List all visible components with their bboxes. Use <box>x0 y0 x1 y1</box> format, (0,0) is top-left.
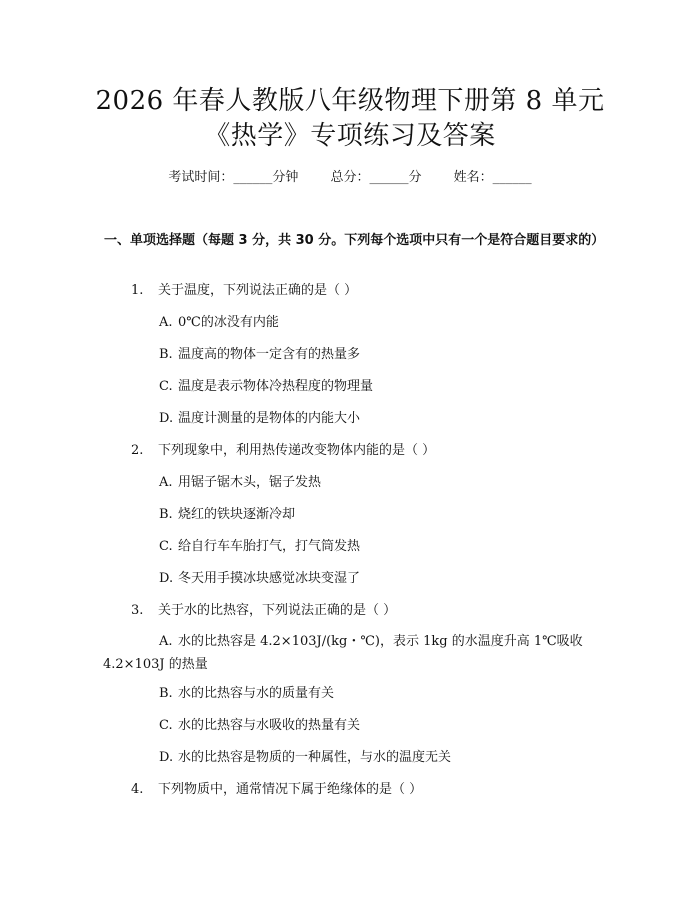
q1-option-a <box>159 313 279 333</box>
option-letter: B. <box>159 686 173 701</box>
total-score-field: 总分：______分 <box>330 170 422 185</box>
option-text: 冬天用手摸冰块感觉冰块变湿了 <box>178 571 361 586</box>
question-3 <box>131 601 396 621</box>
question-4 <box>131 780 422 800</box>
option-text: 温度高的物体一定含有的热量多 <box>178 347 361 362</box>
question-number: 3. <box>131 603 144 618</box>
exam-time-field: 考试时间：______分钟 <box>168 170 299 185</box>
exam-info-line <box>0 168 700 188</box>
q1-option-b <box>159 345 360 365</box>
option-letter: C. <box>159 539 173 554</box>
option-letter: C. <box>159 718 173 733</box>
option-text: 0℃的冰没有内能 <box>178 315 279 330</box>
option-letter: B. <box>159 507 173 522</box>
q3-option-c <box>159 716 360 736</box>
question-2 <box>131 441 435 461</box>
question-number: 1. <box>131 283 144 298</box>
option-letter: D. <box>159 571 174 586</box>
option-text: 温度是表示物体冷热程度的物理量 <box>178 379 374 394</box>
option-text: 温度计测量的是物体的内能大小 <box>178 411 361 426</box>
q3-option-a <box>103 630 613 676</box>
q1-option-d <box>159 409 360 429</box>
question-text: 关于温度，下列说法正确的是（ ） <box>158 283 358 298</box>
option-text: 水的比热容是 4.2×103J/(kg・℃)，表示 1kg 的水温度升高 1℃吸收 4.2×103J 的热量 <box>103 634 583 672</box>
q2-option-d <box>159 569 360 589</box>
name-field: 姓名：______ <box>453 170 532 185</box>
option-text: 用锯子锯木头，锯子发热 <box>178 475 322 490</box>
option-letter: A. <box>159 315 173 330</box>
option-letter: B. <box>159 347 173 362</box>
option-letter: A. <box>159 475 173 490</box>
q2-option-c <box>159 537 360 557</box>
option-text: 水的比热容与水的质量有关 <box>178 686 335 701</box>
question-number: 2. <box>131 443 144 458</box>
q2-option-a <box>159 473 321 493</box>
option-text: 烧红的铁块逐渐冷却 <box>178 507 296 522</box>
option-letter: C. <box>159 379 173 394</box>
question-text: 关于水的比热容，下列说法正确的是（ ） <box>158 603 397 618</box>
section-heading: 一、单项选择题（每题 3 分，共 30 分。下列每个选项中只有一个是符合题目要求的） <box>104 233 605 248</box>
q2-option-b <box>159 505 295 525</box>
question-text: 下列物质中，通常情况下属于绝缘体的是（ ） <box>158 782 423 797</box>
question-1 <box>131 281 357 301</box>
exam-title-line1: 2026 年春人教版八年级物理下册第 8 单元 <box>95 86 605 116</box>
question-text: 下列现象中，利用热传递改变物体内能的是（ ） <box>158 443 436 458</box>
option-letter: A. <box>159 634 173 649</box>
q1-option-c <box>159 377 373 397</box>
option-letter: D. <box>159 411 174 426</box>
option-text: 水的比热容是物质的一种属性，与水的温度无关 <box>178 750 452 765</box>
q3-option-b <box>159 684 334 704</box>
option-text: 给自行车车胎打气，打气筒发热 <box>178 539 361 554</box>
option-letter: D. <box>159 750 174 765</box>
q3-option-d <box>159 748 451 768</box>
exam-title-line2: 《热学》专项练习及答案 <box>204 121 496 151</box>
question-number: 4. <box>131 782 144 797</box>
option-text: 水的比热容与水吸收的热量有关 <box>178 718 361 733</box>
